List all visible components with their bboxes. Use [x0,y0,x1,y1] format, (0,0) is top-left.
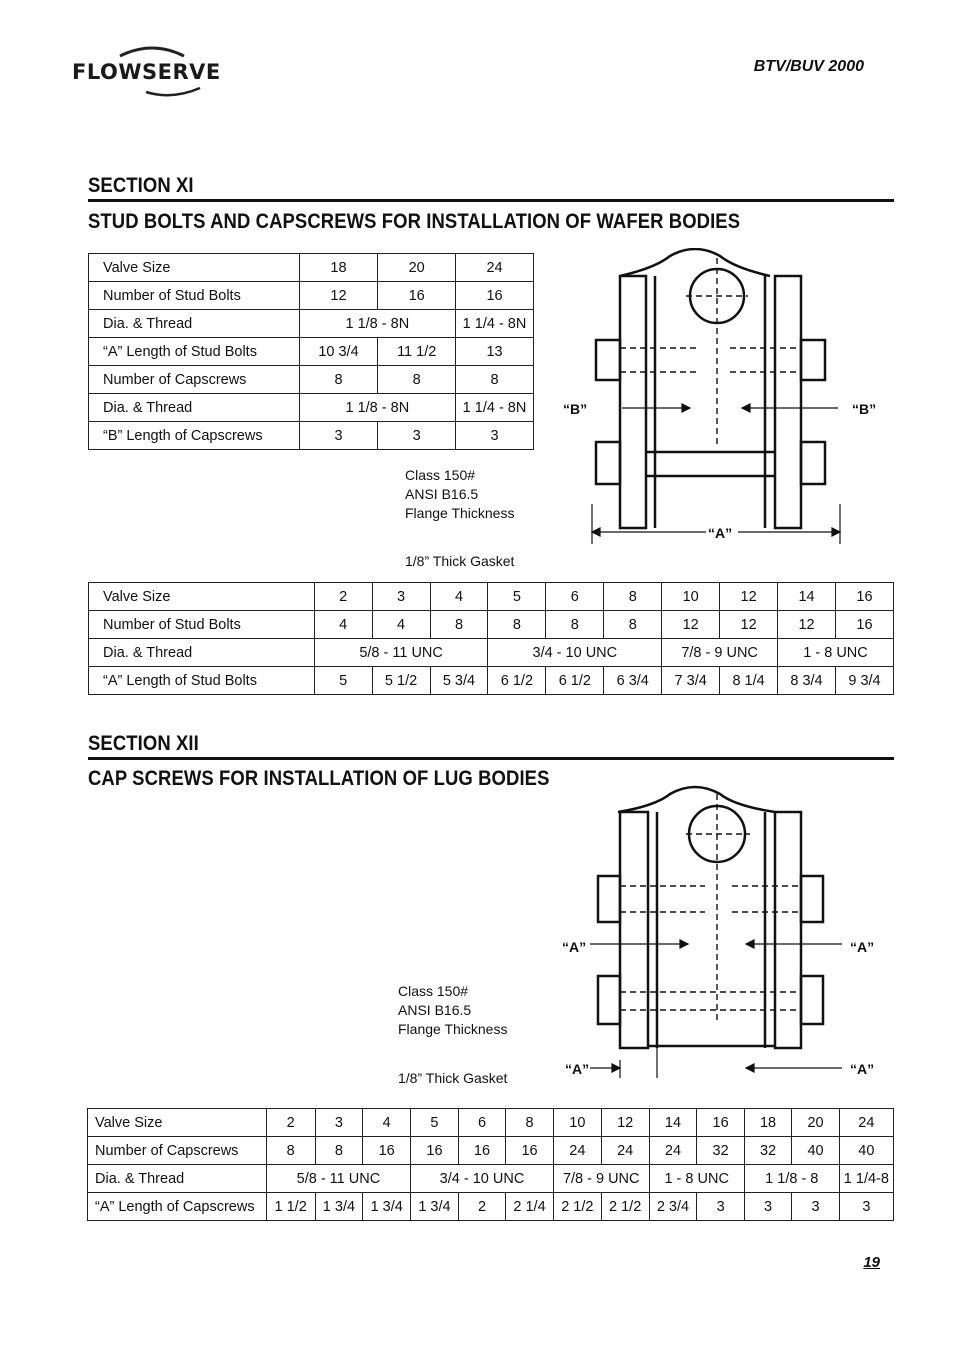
table-cell: 3 [839,1193,893,1221]
table-row [88,1165,894,1193]
table-cell: 8 [604,583,662,611]
table-cell: 4 [363,1109,411,1137]
flange-note-1 [405,466,514,523]
row-label: “B” Length of Capscrews [89,422,300,450]
note-line: ANSI B16.5 [405,486,479,502]
table-cell: 1 1/8 - 8N [299,310,455,338]
table-row [88,1109,894,1137]
table-row [89,611,894,639]
table-row [88,1137,894,1165]
table-cell: 24 [553,1137,601,1165]
table-cell: 6 [546,583,604,611]
row-label: “A” Length of Stud Bolts [89,667,315,695]
row-label: Number of Capscrews [89,366,300,394]
table-cell: 10 3/4 [299,338,378,366]
table-cell: 4 [314,611,372,639]
table-cell: 9 3/4 [835,667,893,695]
table-row [89,422,534,450]
note-line: Class 150# [398,983,469,999]
table-row [89,338,534,366]
table-cell: 12 [601,1109,649,1137]
table-row [89,366,534,394]
gasket-note-2: 1/8” Thick Gasket [398,1070,508,1086]
table-cell: 8 3/4 [778,667,836,695]
table-row [89,583,894,611]
table-cell: 1 1/8 - 8 [744,1165,839,1193]
table-cell: 5/8 - 11 UNC [314,639,488,667]
table-cell: 3/4 - 10 UNC [488,639,662,667]
table-cell: 5 [411,1109,459,1137]
row-label: Dia. & Thread [89,394,300,422]
table-cell: 24 [456,254,534,282]
table-cell: 2 [266,1109,315,1137]
row-label: “A” Length of Capscrews [88,1193,267,1221]
table-cell: 5 1/2 [372,667,430,695]
table-cell: 7/8 - 9 UNC [553,1165,649,1193]
table-cell: 10 [662,583,720,611]
table-cell: 1 - 8 UNC [778,639,894,667]
table-cell: 3 [372,583,430,611]
table-cell: 1 1/2 [266,1193,315,1221]
table-cell: 13 [456,338,534,366]
row-label: Dia. & Thread [89,310,300,338]
table-cell: 12 [720,583,778,611]
table-cell: 12 [299,282,378,310]
table-cell: 2 [458,1193,505,1221]
row-label: Valve Size [88,1109,267,1137]
note-line: ANSI B16.5 [398,1002,472,1018]
section-12-heading: SECTION XII [88,732,199,755]
table-cell: 8 1/4 [720,667,778,695]
table-cell: 16 [456,282,534,310]
table-cell: 4 [430,583,488,611]
table-cell: 3 [456,422,534,450]
table-cell: 3 [378,422,456,450]
label-a-top-right: “A” [850,939,875,955]
flowserve-logo [72,44,222,100]
flange-note-2 [398,982,507,1039]
table-cell: 1 3/4 [411,1193,459,1221]
table-cell: 2 1/4 [506,1193,554,1221]
table-cell: 11 1/2 [378,338,456,366]
table-cell: 8 [315,1137,363,1165]
table-cell: 10 [553,1109,601,1137]
table-cell: 12 [720,611,778,639]
row-label: “A” Length of Stud Bolts [89,338,300,366]
table-row [89,310,534,338]
section-11-rule [88,199,894,202]
section-11-title: STUD BOLTS AND CAPSCREWS FOR INSTALLATION OF WAFER BODIES [88,210,741,233]
gasket-note-1: 1/8” Thick Gasket [405,553,515,569]
table-row [89,394,534,422]
table-row [89,667,894,695]
table-cell: 32 [744,1137,791,1165]
table-cell: 2 [314,583,372,611]
note-line: Flange Thickness [398,1021,508,1037]
label-b-right: “B” [852,401,877,417]
table-cell: 12 [662,611,720,639]
table-cell: 5 [314,667,372,695]
table-cell: 3 [697,1193,744,1221]
page-number: 19 [863,1254,880,1271]
section-12-title: CAP SCREWS FOR INSTALLATION OF LUG BODIES [88,767,550,790]
table-cell: 6 [458,1109,505,1137]
table-cell: 5 3/4 [430,667,488,695]
table-cell: 1 3/4 [315,1193,363,1221]
row-label: Valve Size [89,583,315,611]
brand-wordmark: FLOWSERVE [72,60,221,84]
table-cell: 24 [601,1137,649,1165]
label-a-bottom: “A” [708,525,733,541]
table-cell: 3 [315,1109,363,1137]
label-b-left: “B” [563,401,588,417]
table-cell: 3/4 - 10 UNC [411,1165,554,1193]
table-cell: 16 [506,1137,554,1165]
table-cell: 6 3/4 [604,667,662,695]
table-cell: 32 [697,1137,744,1165]
table-cell: 16 [378,282,456,310]
lug-body-diagram [560,784,860,1084]
table-cell: 3 [299,422,378,450]
table-row [88,1193,894,1221]
table-cell: 8 [430,611,488,639]
table-cell: 7/8 - 9 UNC [662,639,778,667]
table-cell: 8 [456,366,534,394]
table-cell: 24 [839,1109,893,1137]
table-cell: 16 [411,1137,459,1165]
table-cell: 16 [363,1137,411,1165]
table-cell: 8 [604,611,662,639]
table-cell: 24 [649,1137,697,1165]
row-label: Dia. & Thread [88,1165,267,1193]
table-cell: 40 [792,1137,839,1165]
note-line: Flange Thickness [405,505,515,521]
table-cell: 8 [266,1137,315,1165]
table-cell: 2 3/4 [649,1193,697,1221]
table-cell: 7 3/4 [662,667,720,695]
wafer-body-diagram [560,248,860,548]
table-cell: 20 [792,1109,839,1137]
table-cell: 8 [546,611,604,639]
row-label: Number of Stud Bolts [89,282,300,310]
section-12-rule [88,757,894,760]
table-cell: 3 [792,1193,839,1221]
table-cell: 2 1/2 [553,1193,601,1221]
row-label: Dia. & Thread [89,639,315,667]
label-a-bottom-left: “A” [565,1061,590,1077]
table-row [89,254,534,282]
table-cell: 3 [744,1193,791,1221]
wafer-large-sizes-table [88,253,534,450]
table-cell: 1 1/8 - 8N [299,394,455,422]
document-code: BTV/BUV 2000 [753,58,864,75]
table-row [89,282,534,310]
table-cell: 8 [488,611,546,639]
table-cell: 4 [372,611,430,639]
table-cell: 40 [839,1137,893,1165]
table-cell: 16 [835,611,893,639]
row-label: Number of Stud Bolts [89,611,315,639]
table-cell: 14 [649,1109,697,1137]
label-a-bottom-right: “A” [850,1061,875,1077]
table-cell: 2 1/2 [601,1193,649,1221]
table-cell: 8 [299,366,378,394]
table-cell: 5 [488,583,546,611]
table-cell: 8 [506,1109,554,1137]
table-cell: 18 [744,1109,791,1137]
row-label: Number of Capscrews [88,1137,267,1165]
table-cell: 16 [458,1137,505,1165]
table-cell: 18 [299,254,378,282]
table-cell: 6 1/2 [546,667,604,695]
table-cell: 5/8 - 11 UNC [266,1165,410,1193]
lug-capscrews-table [87,1108,894,1221]
wafer-small-sizes-table [88,582,894,695]
table-cell: 12 [778,611,836,639]
table-row [89,639,894,667]
table-cell: 14 [778,583,836,611]
table-cell: 1 1/4 - 8N [456,310,534,338]
label-a-top-left: “A” [562,939,587,955]
table-cell: 16 [835,583,893,611]
table-cell: 1 1/4 - 8N [456,394,534,422]
section-11-heading: SECTION XI [88,174,194,197]
table-cell: 20 [378,254,456,282]
table-cell: 1 3/4 [363,1193,411,1221]
table-cell: 1 1/4-8 [839,1165,893,1193]
table-cell: 16 [697,1109,744,1137]
table-cell: 1 - 8 UNC [649,1165,744,1193]
row-label: Valve Size [89,254,300,282]
table-cell: 6 1/2 [488,667,546,695]
note-line: Class 150# [405,467,476,483]
table-cell: 8 [378,366,456,394]
